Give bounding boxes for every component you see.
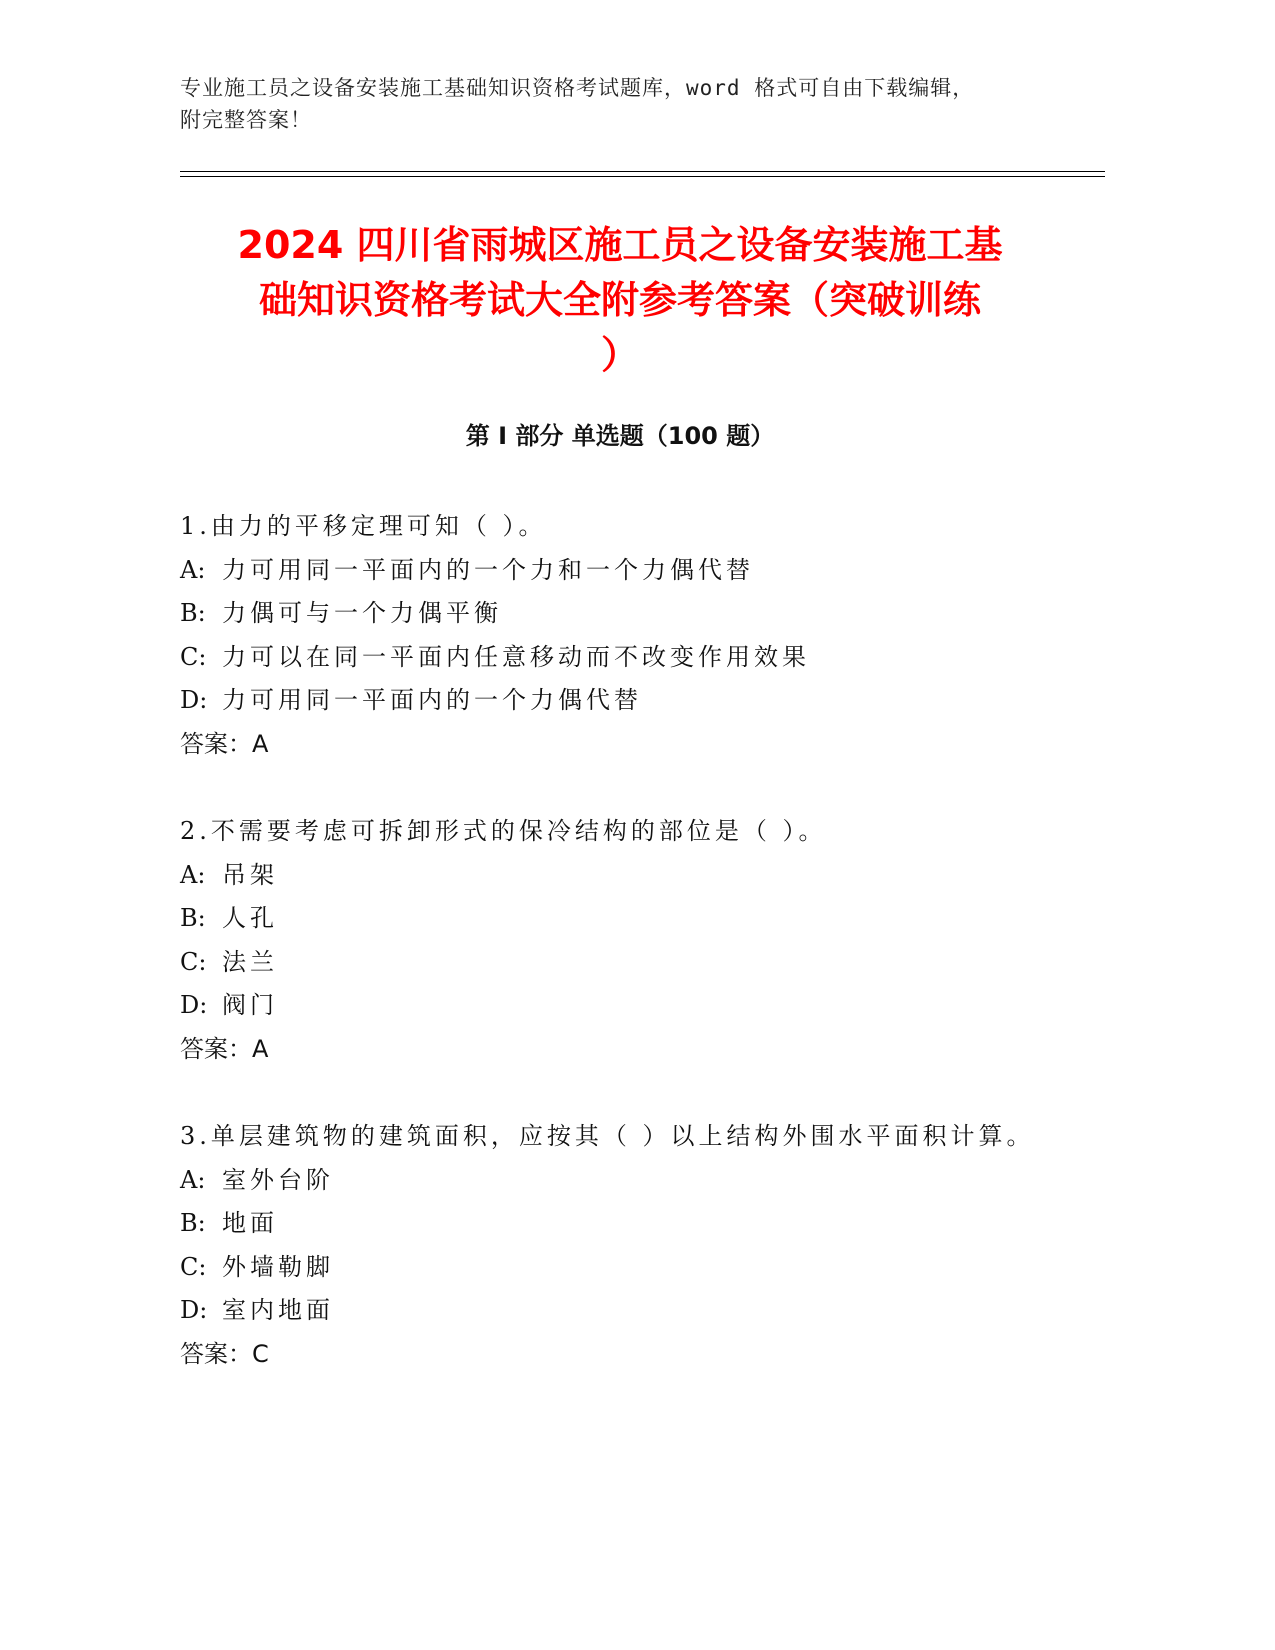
header-note-line-2: 附完整答案！ xyxy=(180,108,312,132)
header-divider-bottom xyxy=(180,176,1105,177)
document-title-line-2: 础知识资格考试大全附参考答案（突破训练 xyxy=(258,278,981,322)
option-key: C: xyxy=(180,947,207,976)
option-key: A: xyxy=(180,555,206,584)
question-stem: 1.由力的平移定理可知（ ）。 xyxy=(180,512,547,540)
question-1 xyxy=(180,505,1080,766)
option-key: A: xyxy=(180,860,206,889)
document-title-line-3: ） xyxy=(600,333,639,377)
option-text: 力偶可与一个力偶平衡 xyxy=(222,599,502,627)
option-text: 外墙勒脚 xyxy=(222,1252,334,1281)
option-text: 力可以在同一平面内任意移动而不改变作用效果 xyxy=(222,642,810,671)
option-key: B: xyxy=(180,1209,206,1237)
option-key: C: xyxy=(180,1252,207,1281)
option-text: 法兰 xyxy=(222,947,278,976)
option-key: D: xyxy=(180,686,208,714)
option-text: 人孔 xyxy=(222,904,278,932)
header-divider-top xyxy=(180,171,1105,172)
option-key: B: xyxy=(180,599,206,627)
option-text: 力可用同一平面内的一个力偶代替 xyxy=(222,686,642,714)
option-c xyxy=(180,1246,1080,1290)
option-text: 地面 xyxy=(222,1209,278,1237)
option-key: D: xyxy=(180,1296,208,1324)
option-text: 阀门 xyxy=(222,991,278,1019)
header-note-line-1: 专业施工员之设备安装施工基础知识资格考试题库，word 格式可自由下载编辑， xyxy=(180,76,975,100)
option-b xyxy=(180,897,1080,941)
answer: 答案：C xyxy=(180,1339,269,1368)
question-3 xyxy=(180,1115,1080,1376)
document-title-line-1: 2024 四川省雨城区施工员之设备安装施工基 xyxy=(237,223,1003,267)
option-d xyxy=(180,679,1080,723)
question-stem: 2.不需要考虑可拆卸形式的保冷结构的部位是（ ）。 xyxy=(180,817,827,845)
option-d xyxy=(180,1289,1080,1333)
option-d xyxy=(180,984,1080,1028)
option-text: 室外台阶 xyxy=(222,1165,334,1194)
option-c xyxy=(180,941,1080,985)
answer: 答案：A xyxy=(180,1034,269,1063)
header-note xyxy=(180,72,1080,136)
option-text: 室内地面 xyxy=(222,1296,334,1324)
option-a xyxy=(180,854,1080,898)
option-a xyxy=(180,1159,1080,1203)
option-b xyxy=(180,1202,1080,1246)
answer: 答案：A xyxy=(180,729,269,758)
question-stem: 3.单层建筑物的建筑面积，应按其（ ）以上结构外围水平面积计算。 xyxy=(180,1122,1035,1150)
section-title: 第 I 部分 单选题（100 题） xyxy=(465,422,775,450)
option-c xyxy=(180,636,1080,680)
option-text: 力可用同一平面内的一个力和一个力偶代替 xyxy=(222,555,754,584)
question-2 xyxy=(180,810,1080,1071)
option-a xyxy=(180,549,1080,593)
document-title xyxy=(170,218,1070,383)
option-key: D: xyxy=(180,991,208,1019)
option-key: B: xyxy=(180,904,206,932)
option-b xyxy=(180,592,1080,636)
option-key: C: xyxy=(180,642,207,671)
option-text: 吊架 xyxy=(222,860,278,889)
option-key: A: xyxy=(180,1165,206,1194)
